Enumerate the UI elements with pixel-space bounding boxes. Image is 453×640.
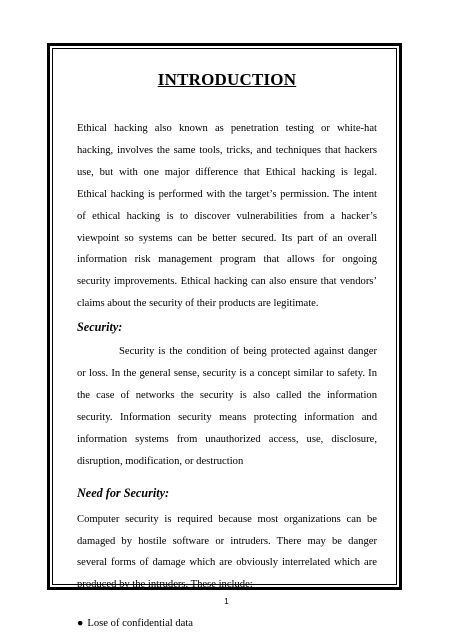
page-title: INTRODUCTION (157, 70, 297, 89)
need-for-security-heading: Need for Security: (77, 485, 170, 500)
bullet-icon: ● (77, 618, 84, 630)
security-heading: Security: (77, 320, 123, 335)
intro-paragraph: Ethical hacking also known as penetration testing or white-hat hacking, involves the same tools, tricks, and techniques that hackers use, but with one major difference that Ethical hacking is legal. Ethical hacking is performed with the target’s permission. The intent of ethical hacking is to discover vulnerabilities from a hacker’s viewpoint so systems can be better secured. Its part of an overall information risk management program that allows for ongoing security improvements. Ethical hacking can also ensure that vendors’ claims about the security of their products are legitimate. (77, 123, 377, 310)
list-item (77, 614, 377, 634)
document-body (77, 70, 377, 634)
list-item-text: Lose of confidential data (87, 618, 194, 630)
page-number: 1 (224, 597, 229, 606)
security-paragraph: Security is the condition of being protected against danger or loss. In the general sense, security is a concept similar to safety. In the case of networks the security is also called the information security. Information security means protecting information and information systems from unauthorized access, use, disclosure, disruption, modification, or destruction (77, 346, 377, 467)
need-for-security-paragraph: Computer security is required because most organizations can be damaged by hostile software or intruders. There may be danger several forms of damage which are obviously interrelated which are produced by the intruders. These include: (77, 513, 377, 591)
